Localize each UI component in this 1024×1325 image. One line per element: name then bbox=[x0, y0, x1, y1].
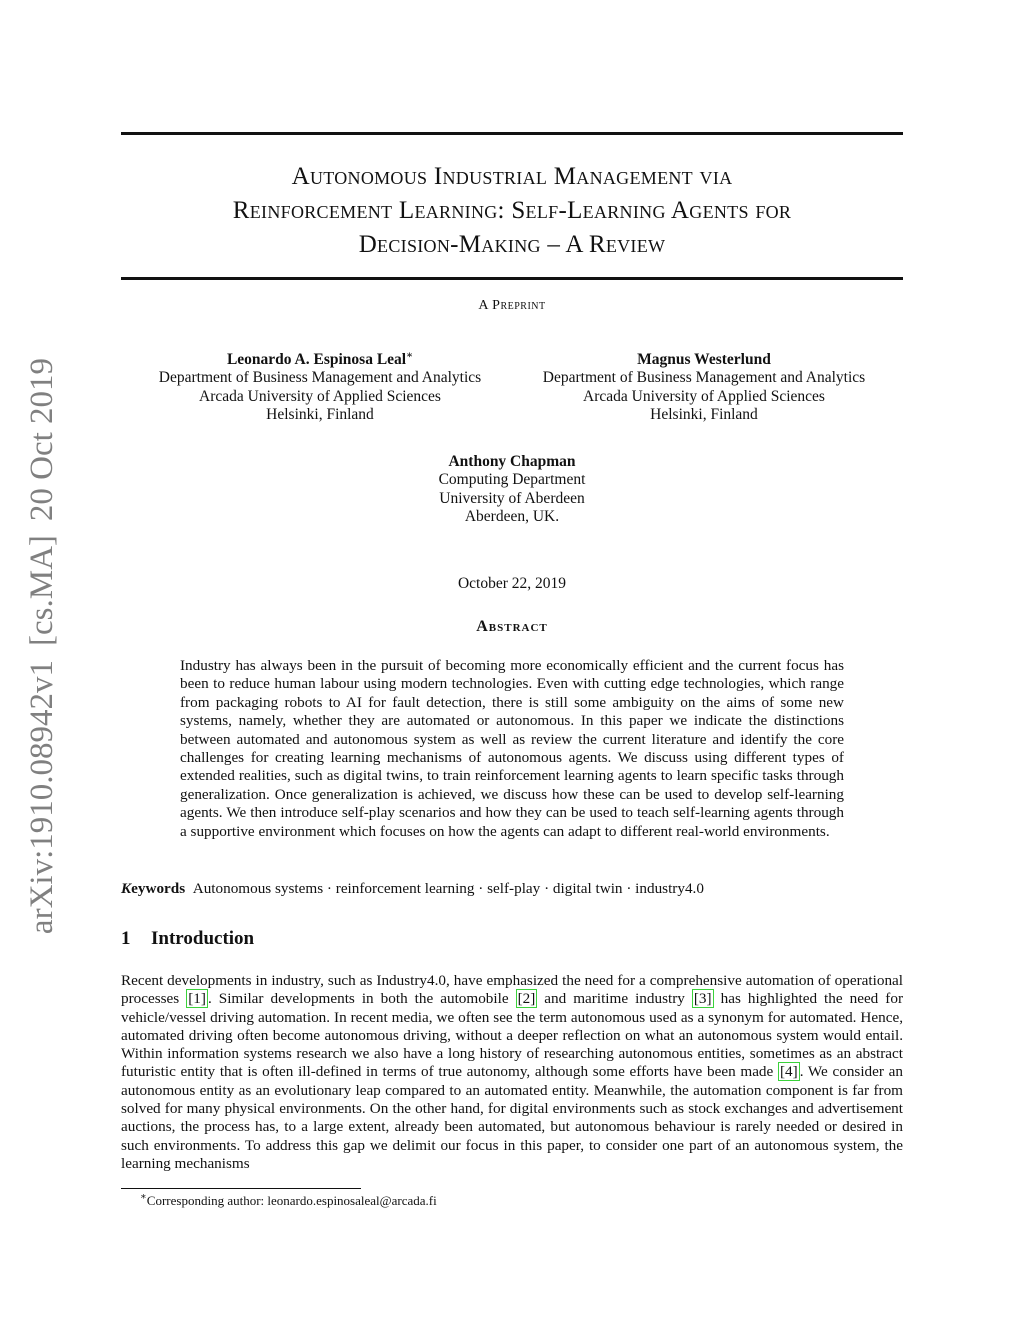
citation-link-4[interactable]: [4] bbox=[779, 1063, 798, 1081]
keywords bbox=[121, 880, 704, 898]
author-block-chapman bbox=[302, 453, 722, 527]
author-location: Helsinki, Finland bbox=[266, 406, 374, 424]
footnote-marker[interactable]: ∗ bbox=[406, 349, 414, 361]
title-bottom-rule bbox=[121, 277, 903, 280]
title-top-rule bbox=[121, 132, 903, 135]
citation-link-2[interactable]: [2] bbox=[517, 990, 536, 1008]
author-name: Magnus Westerlund bbox=[637, 351, 771, 368]
author-department: Department of Business Management and Analytics bbox=[158, 369, 482, 387]
title-line-2: Reinforcement Learning: Self-Learning Agents for bbox=[232, 197, 792, 224]
author-block-westerlund bbox=[494, 351, 914, 425]
publication-date: October 22, 2019 bbox=[457, 575, 567, 592]
abstract-heading: Abstract bbox=[476, 618, 548, 635]
author-name: Anthony Chapman bbox=[448, 453, 576, 470]
abstract-text: Industry has always been in the pursuit of becoming more economically efficient and the current focus has been to reduce human labour using modern technologies. Even with cutting edge technologies, which range from packaging robots to AI for fault detection, there is still some ambiguity on the aims of some new systems, namely, whether they are automated or autonomous. In this paper we indicate the distinctions between automated and autonomous system as well as review the current literature and identify the core challenges for creating learning mechanisms of autonomous agents. We discuss using different types of extended realities, such as digital twins, to train reinforcement learning agents to learn specific tasks through generalization. Once generalization is achieved, we discuss how these can be used to develop self-learning agents. We then introduce self-play scenarios and how they can be used to teach self-learning agents through a supportive environment which focuses on how the agents can adapt to different real-world environments. bbox=[180, 657, 844, 840]
citation-link-1[interactable]: [1] bbox=[188, 990, 206, 1008]
introduction-paragraph: Recent developments in industry, such as Industry4.0, have emphasized the need for a comprehensive automation of operational processes [1] . Similar developments in both the automobile [2] and maritime industry [3] has highlighted the need for vehicle/vessel driving automation. In recent media, we often see the term autonomous used as a synonym for automated. Hence, automated driving often become autonomous driving, without a deeper reflection on what an autonomous system would entail. Within information systems research we also have a long history of researching autonomous entities, sometimes as an abstract futuristic entity that is often ill-defined in terms of true autonomy, although some efforts have been made [4] . We consider an autonomous entity as an evolutionary leap compared to an automated entity. Meanwhile, the automation component is far from solved for many physical environments. On the other hand, for digital environments such as stock exchanges and advertisement auctions, the process has, to a large extent, already been automated, but autonomous behaviour is rarely needed or desired in such environments. To address this gap we delimit our focus in this paper, to consider one part of an autonomous system, the learning mechanisms bbox=[121, 972, 903, 1172]
footnote bbox=[140, 1193, 437, 1209]
author-institution: Arcada University of Applied Sciences bbox=[199, 387, 441, 405]
preprint-label: A Preprint bbox=[478, 298, 546, 313]
author-department: Department of Business Management and Analytics bbox=[542, 369, 866, 387]
arxiv-id: arXiv:1910.08942v1 bbox=[24, 660, 60, 935]
title-line-3: Decision-Making – A Review bbox=[358, 231, 666, 258]
author-location: Aberdeen, UK. bbox=[464, 508, 560, 526]
section-heading-introduction bbox=[121, 928, 254, 950]
arxiv-category: [cs.MA] bbox=[24, 535, 60, 646]
author-department: Computing Department bbox=[438, 471, 586, 489]
footnote-rule bbox=[121, 1188, 361, 1189]
section-title: Introduction bbox=[151, 928, 255, 949]
author-block-espinosa bbox=[110, 351, 530, 425]
author-location: Helsinki, Finland bbox=[650, 406, 758, 424]
arxiv-date: 20 Oct 2019 bbox=[24, 357, 60, 522]
citation-link-3[interactable]: [3] bbox=[693, 990, 712, 1008]
author-institution: Arcada University of Applied Sciences bbox=[583, 387, 825, 405]
arxiv-watermark bbox=[25, 326, 59, 966]
section-number: 1 bbox=[121, 928, 131, 949]
author-name: Leonardo A. Espinosa Leal∗ bbox=[226, 349, 414, 368]
keywords-list: Autonomous systems · reinforcement learning · self-play · digital twin · industry4.0 bbox=[192, 880, 704, 897]
keywords-label: Keywords bbox=[121, 880, 186, 897]
footnote-text: Corresponding author: leonardo.espinosaleal@arcada.fi bbox=[146, 1193, 437, 1208]
author-institution: University of Aberdeen bbox=[439, 489, 585, 507]
title-line-1: Autonomous Industrial Management via bbox=[291, 163, 733, 190]
footnote-marker: ∗ bbox=[140, 1191, 147, 1203]
paper-title bbox=[121, 160, 903, 262]
